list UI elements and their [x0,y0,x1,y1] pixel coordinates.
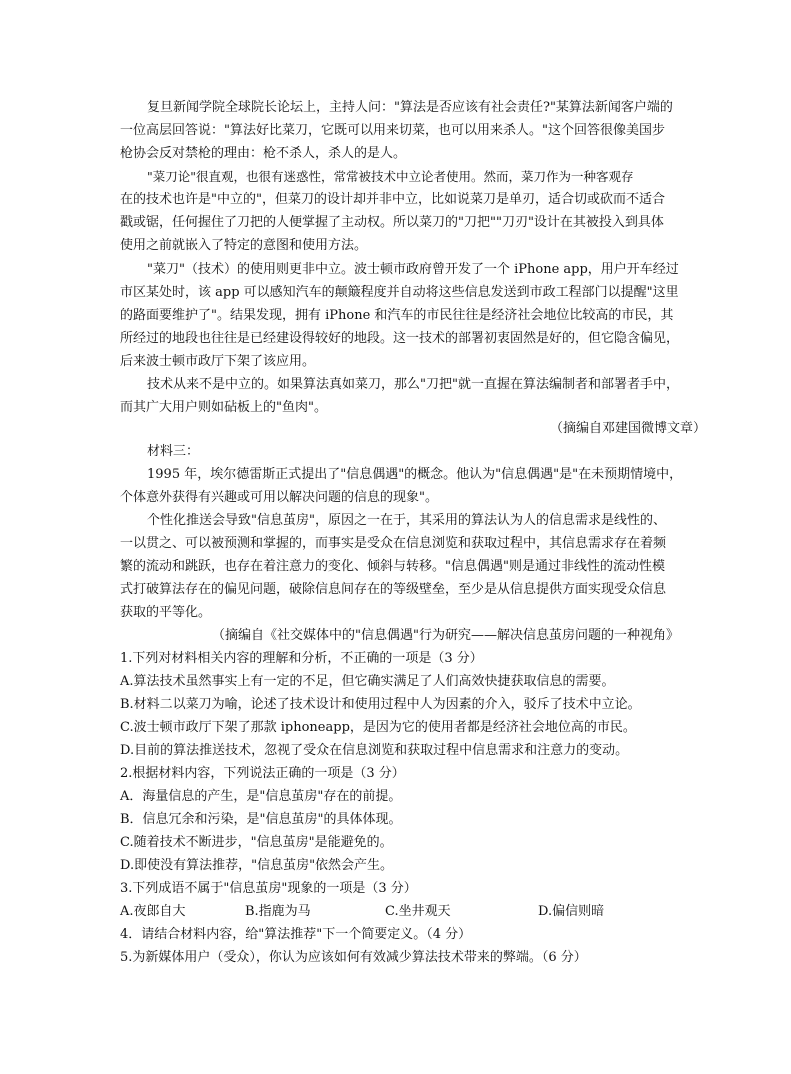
material2-source: （摘编自邓建国微博文章） [550,421,707,436]
material2-line: 一位高层回答说："算法好比菜刀，它既可以用来切菜，也可以用来杀人。"这个回答很像美国步 [120,123,665,138]
question-1-stem: 1.下列对材料相关内容的理解和分析，不正确的一项是（3 分） [120,651,483,666]
question-2-option-d: D.即使没有算法推荐，"信息茧房"依然会产生。 [120,858,394,873]
question-1-option-a: A.算法技术虽然事实上有一定的不足，但它确实满足了人们高效快捷获取信息的需要。 [120,674,615,689]
material2-line: 所经过的地段也往往是已经建设得较好的地段。这一技术的部署初衷固然是好的，但它隐含偏见， [120,331,680,346]
material2-line: "菜刀"（技术）的使用则更非中立。波士顿市政府曾开发了一个 iPhone app，用户开车经过 [147,262,679,277]
question-1-option-c: C.波士顿市政厅下架了那款 iphoneapp，是因为它的使用者都是经济社会地位高的市民。 [120,720,636,735]
material2-line: 使用之前就嵌入了特定的意图和使用方法。 [120,238,368,253]
material3-heading: 材料三： [147,444,200,459]
question-3-option-a: A.夜郎自大 [120,904,186,919]
question-2-option-a: A．海量信息的产生，是"信息茧房"存在的前提。 [120,789,402,804]
material3-line: 1995 年，埃尔德雷斯正式提出了"信息偶遇"的概念。他认为"信息偶遇"是"在未预期情境中， [147,467,683,482]
question-5-stem: 5.为新媒体用户（受众），你认为应该如何有效减少算法技术带来的弊端。（6 分） [120,950,587,965]
question-1-option-b: B.材料二以菜刀为喻，论述了技术设计和使用过程中人为因素的介入，驳斥了技术中立论。 [120,697,641,712]
material2-line: 在的技术也许是"中立的"，但菜刀的设计却并非中立，比如说菜刀是单刃，适合切或砍而不适合 [120,192,665,207]
question-3-option-c: C.坐井观天 [385,904,451,919]
question-3-option-d: D.偏信则暗 [538,904,605,919]
material3-source: （摘编自《社交媒体中的"信息偶遇"行为研究——解决信息茧房问题的一种视角》 [212,628,679,643]
material3-line: 繁的流动和跳跃，也存在着注意力的变化、倾斜与转移。"信息偶遇"则是通过非线性的流动性模 [120,559,665,574]
material2-line: 而其广大用户则如砧板上的"鱼肉"。 [120,400,327,415]
material3-line: 个体意外获得有兴趣或可用以解决问题的信息的现象"。 [120,490,438,505]
material2-line: 枪协会反对禁枪的理由：枪不杀人，杀人的是人。 [120,146,407,161]
material2-line: 市区某处时，该 app 可以感知汽车的颠簸程度并自动将这些信息发送到市政工程部门以提醒"这里 [120,285,679,300]
question-2-option-c: C.随着技术不断进步，"信息茧房"是能避免的。 [120,835,393,850]
question-3-stem: 3.下列成语不属于"信息茧房"现象的一项是（3 分） [120,881,417,896]
material2-line: 后来波士顿市政厅下架了该应用。 [120,354,316,369]
material3-line: 一以贯之、可以被预测和掌握的，而事实是受众在信息浏览和获取过程中，其信息需求存在着频 [120,536,667,551]
material2-line: 的路面要维护了"。结果发现，拥有 iPhone 和汽车的市民往往是经济社会地位比较高的市民，其 [120,308,674,323]
material2-line: 复旦新闻学院全球院长论坛上，主持人问："算法是否应该有社会责任?"某算法新闻客户端的 [147,100,673,115]
question-2-option-b: B．信息冗余和污染，是"信息茧房"的具体体现。 [120,812,402,827]
material2-line: "菜刀论"很直观，也很有迷惑性，常常被技术中立论者使用。然而，菜刀作为一种客观存 [147,169,634,184]
material2-line: 技术从来不是中立的。如果算法真如菜刀，那么"刀把"就一直握在算法编制者和部署者手中， [147,377,679,392]
material2-line: 戳或锯，任何握住了刀把的人便掌握了主动权。所以菜刀的"刀把""刀刃"设计在其被投入到具体 [120,215,664,230]
question-2-stem: 2.根据材料内容，下列说法正确的一项是（3 分） [120,766,405,781]
question-4-stem: 4．请结合材料内容，给"算法推荐"下一个简要定义。（4 分） [120,927,472,942]
material3-line: 个性化推送会导致"信息茧房"，原因之一在于，其采用的算法认为人的信息需求是线性的、 [147,513,666,528]
question-1-option-d: D.目前的算法推送技术，忽视了受众在信息浏览和获取过程中信息需求和注意力的变动。 [120,743,629,758]
question-3-option-b: B.指鹿为马 [245,904,311,919]
material3-line: 式打破算法存在的偏见问题，破除信息间存在的等级壁垒，至少是从信息提供方面实现受众信息 [120,582,667,597]
material3-line: 获取的平等化。 [120,605,212,620]
